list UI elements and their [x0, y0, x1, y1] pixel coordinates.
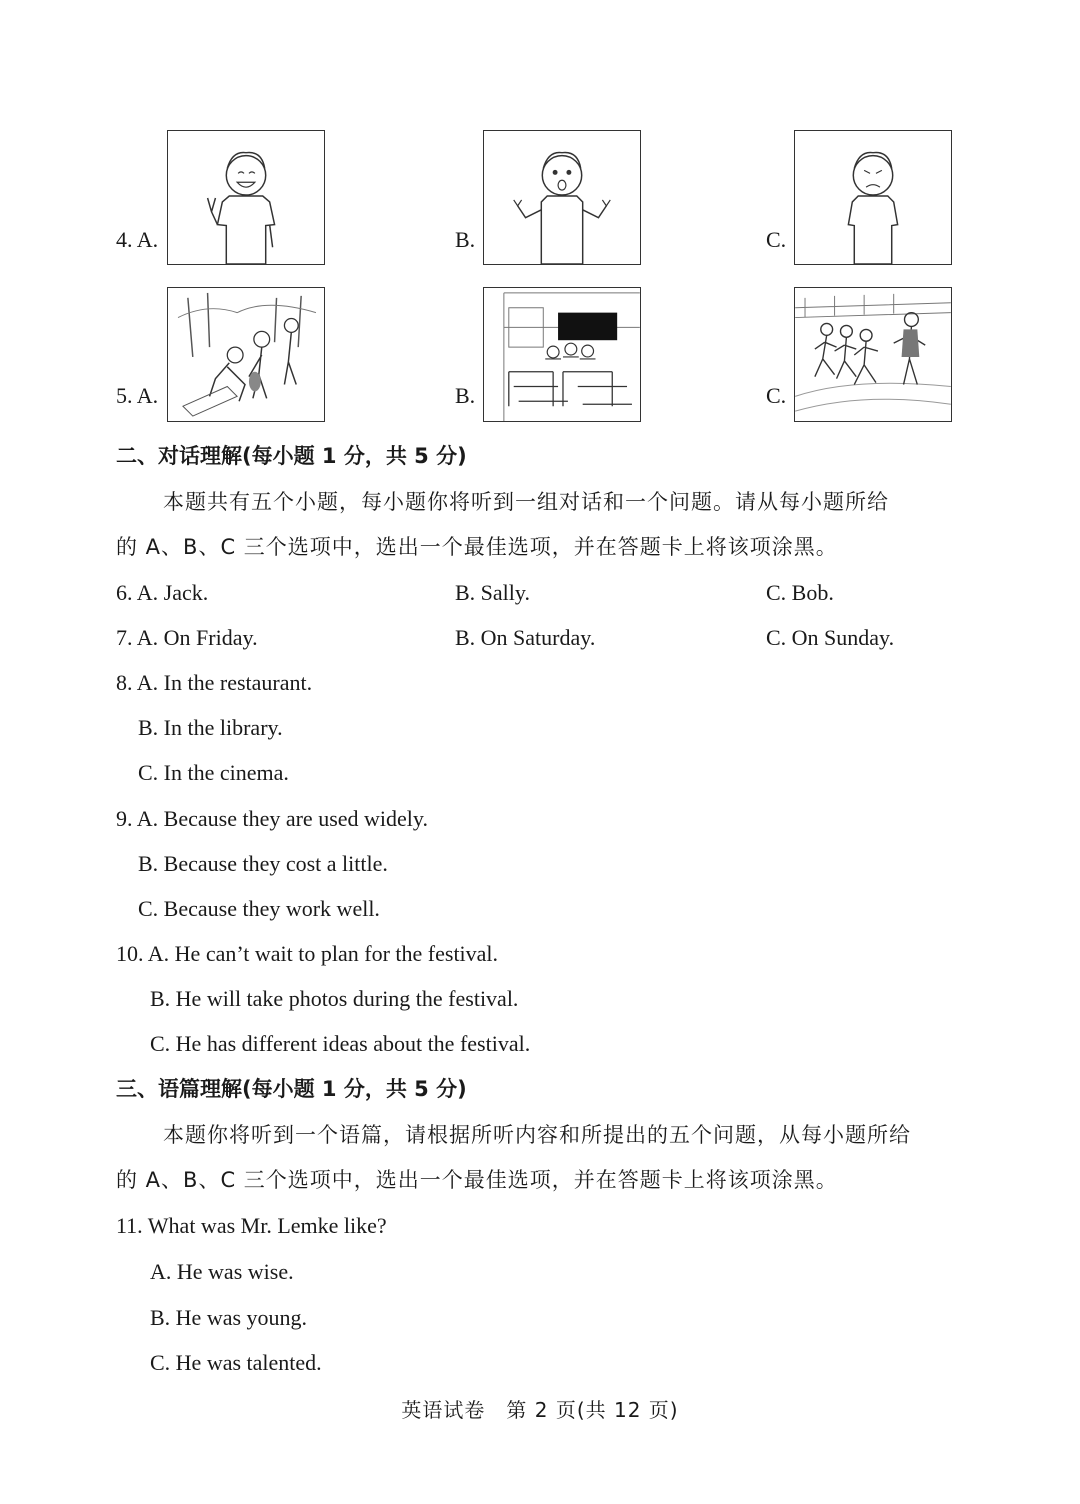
section-2-instruction-line2: 的 A、B、C 三个选项中，选出一个最佳选项，并在答题卡上将该项涂黑。	[116, 535, 838, 559]
q10-option-a[interactable]: 10. A. He can’t wait to plan for the festival.	[116, 941, 499, 966]
q10-option-b[interactable]: B. He will take photos during the festival.	[150, 986, 519, 1011]
q5-label: 5. A.	[116, 383, 159, 408]
q8-option-b[interactable]: B. In the library.	[138, 715, 283, 740]
q4-option-c-image[interactable]	[794, 130, 952, 265]
sad-boy-illustration	[795, 131, 951, 264]
q11-question: 11. What was Mr. Lemke like?	[116, 1213, 387, 1238]
q7-option-c[interactable]: C. On Sunday.	[766, 625, 895, 650]
picking-up-litter-illustration	[168, 288, 324, 421]
q4-option-b-label: B.	[455, 227, 476, 252]
q7-option-a[interactable]: 7. A. On Friday.	[116, 625, 258, 650]
q11-option-a[interactable]: A. He was wise.	[150, 1259, 294, 1284]
section-2-instruction-line1: 本题共有五个小题，每小题你将听到一组对话和一个问题。请从每小题所给	[163, 490, 889, 514]
q4-option-c-label: C.	[766, 227, 787, 252]
section-2-heading: 二、对话理解(每小题 1 分，共 5 分)	[116, 444, 467, 468]
q4-option-b-image[interactable]	[483, 130, 641, 265]
q11-option-c[interactable]: C. He was talented.	[150, 1350, 322, 1375]
q6-option-b[interactable]: B. Sally.	[455, 580, 530, 605]
section-3-heading: 三、语篇理解(每小题 1 分，共 5 分)	[116, 1077, 467, 1101]
q6-option-a[interactable]: 6. A. Jack.	[116, 580, 209, 605]
q9-option-b[interactable]: B. Because they cost a little.	[138, 851, 388, 876]
q5-option-a-image[interactable]	[167, 287, 325, 422]
q7-option-b[interactable]: B. On Saturday.	[455, 625, 596, 650]
happy-boy-illustration	[168, 131, 324, 264]
scared-boy-illustration	[484, 131, 640, 264]
page-footer: 英语试卷 第 2 页(共 12 页)	[401, 1398, 679, 1422]
q5-option-c-label: C.	[766, 383, 787, 408]
running-race-illustration	[795, 288, 951, 421]
section-3-instruction-line2: 的 A、B、C 三个选项中，选出一个最佳选项，并在答题卡上将该项涂黑。	[116, 1168, 838, 1192]
q4-label: 4. A.	[116, 227, 159, 252]
q4-option-a-image[interactable]	[167, 130, 325, 265]
q8-option-a[interactable]: 8. A. In the restaurant.	[116, 670, 313, 695]
q5-option-b-label: B.	[455, 383, 476, 408]
q11-option-b[interactable]: B. He was young.	[150, 1305, 308, 1330]
q10-option-c[interactable]: C. He has different ideas about the festival.	[150, 1031, 531, 1056]
q9-option-c[interactable]: C. Because they work well.	[138, 896, 380, 921]
q5-option-b-image[interactable]	[483, 287, 641, 422]
classroom-illustration	[484, 288, 640, 421]
q8-option-c[interactable]: C. In the cinema.	[138, 760, 289, 785]
section-3-instruction-line1: 本题你将听到一个语篇，请根据所听内容和所提出的五个问题，从每小题所给	[163, 1123, 911, 1147]
q5-option-c-image[interactable]	[794, 287, 952, 422]
q9-option-a[interactable]: 9. A. Because they are used widely.	[116, 806, 428, 831]
q6-option-c[interactable]: C. Bob.	[766, 580, 834, 605]
